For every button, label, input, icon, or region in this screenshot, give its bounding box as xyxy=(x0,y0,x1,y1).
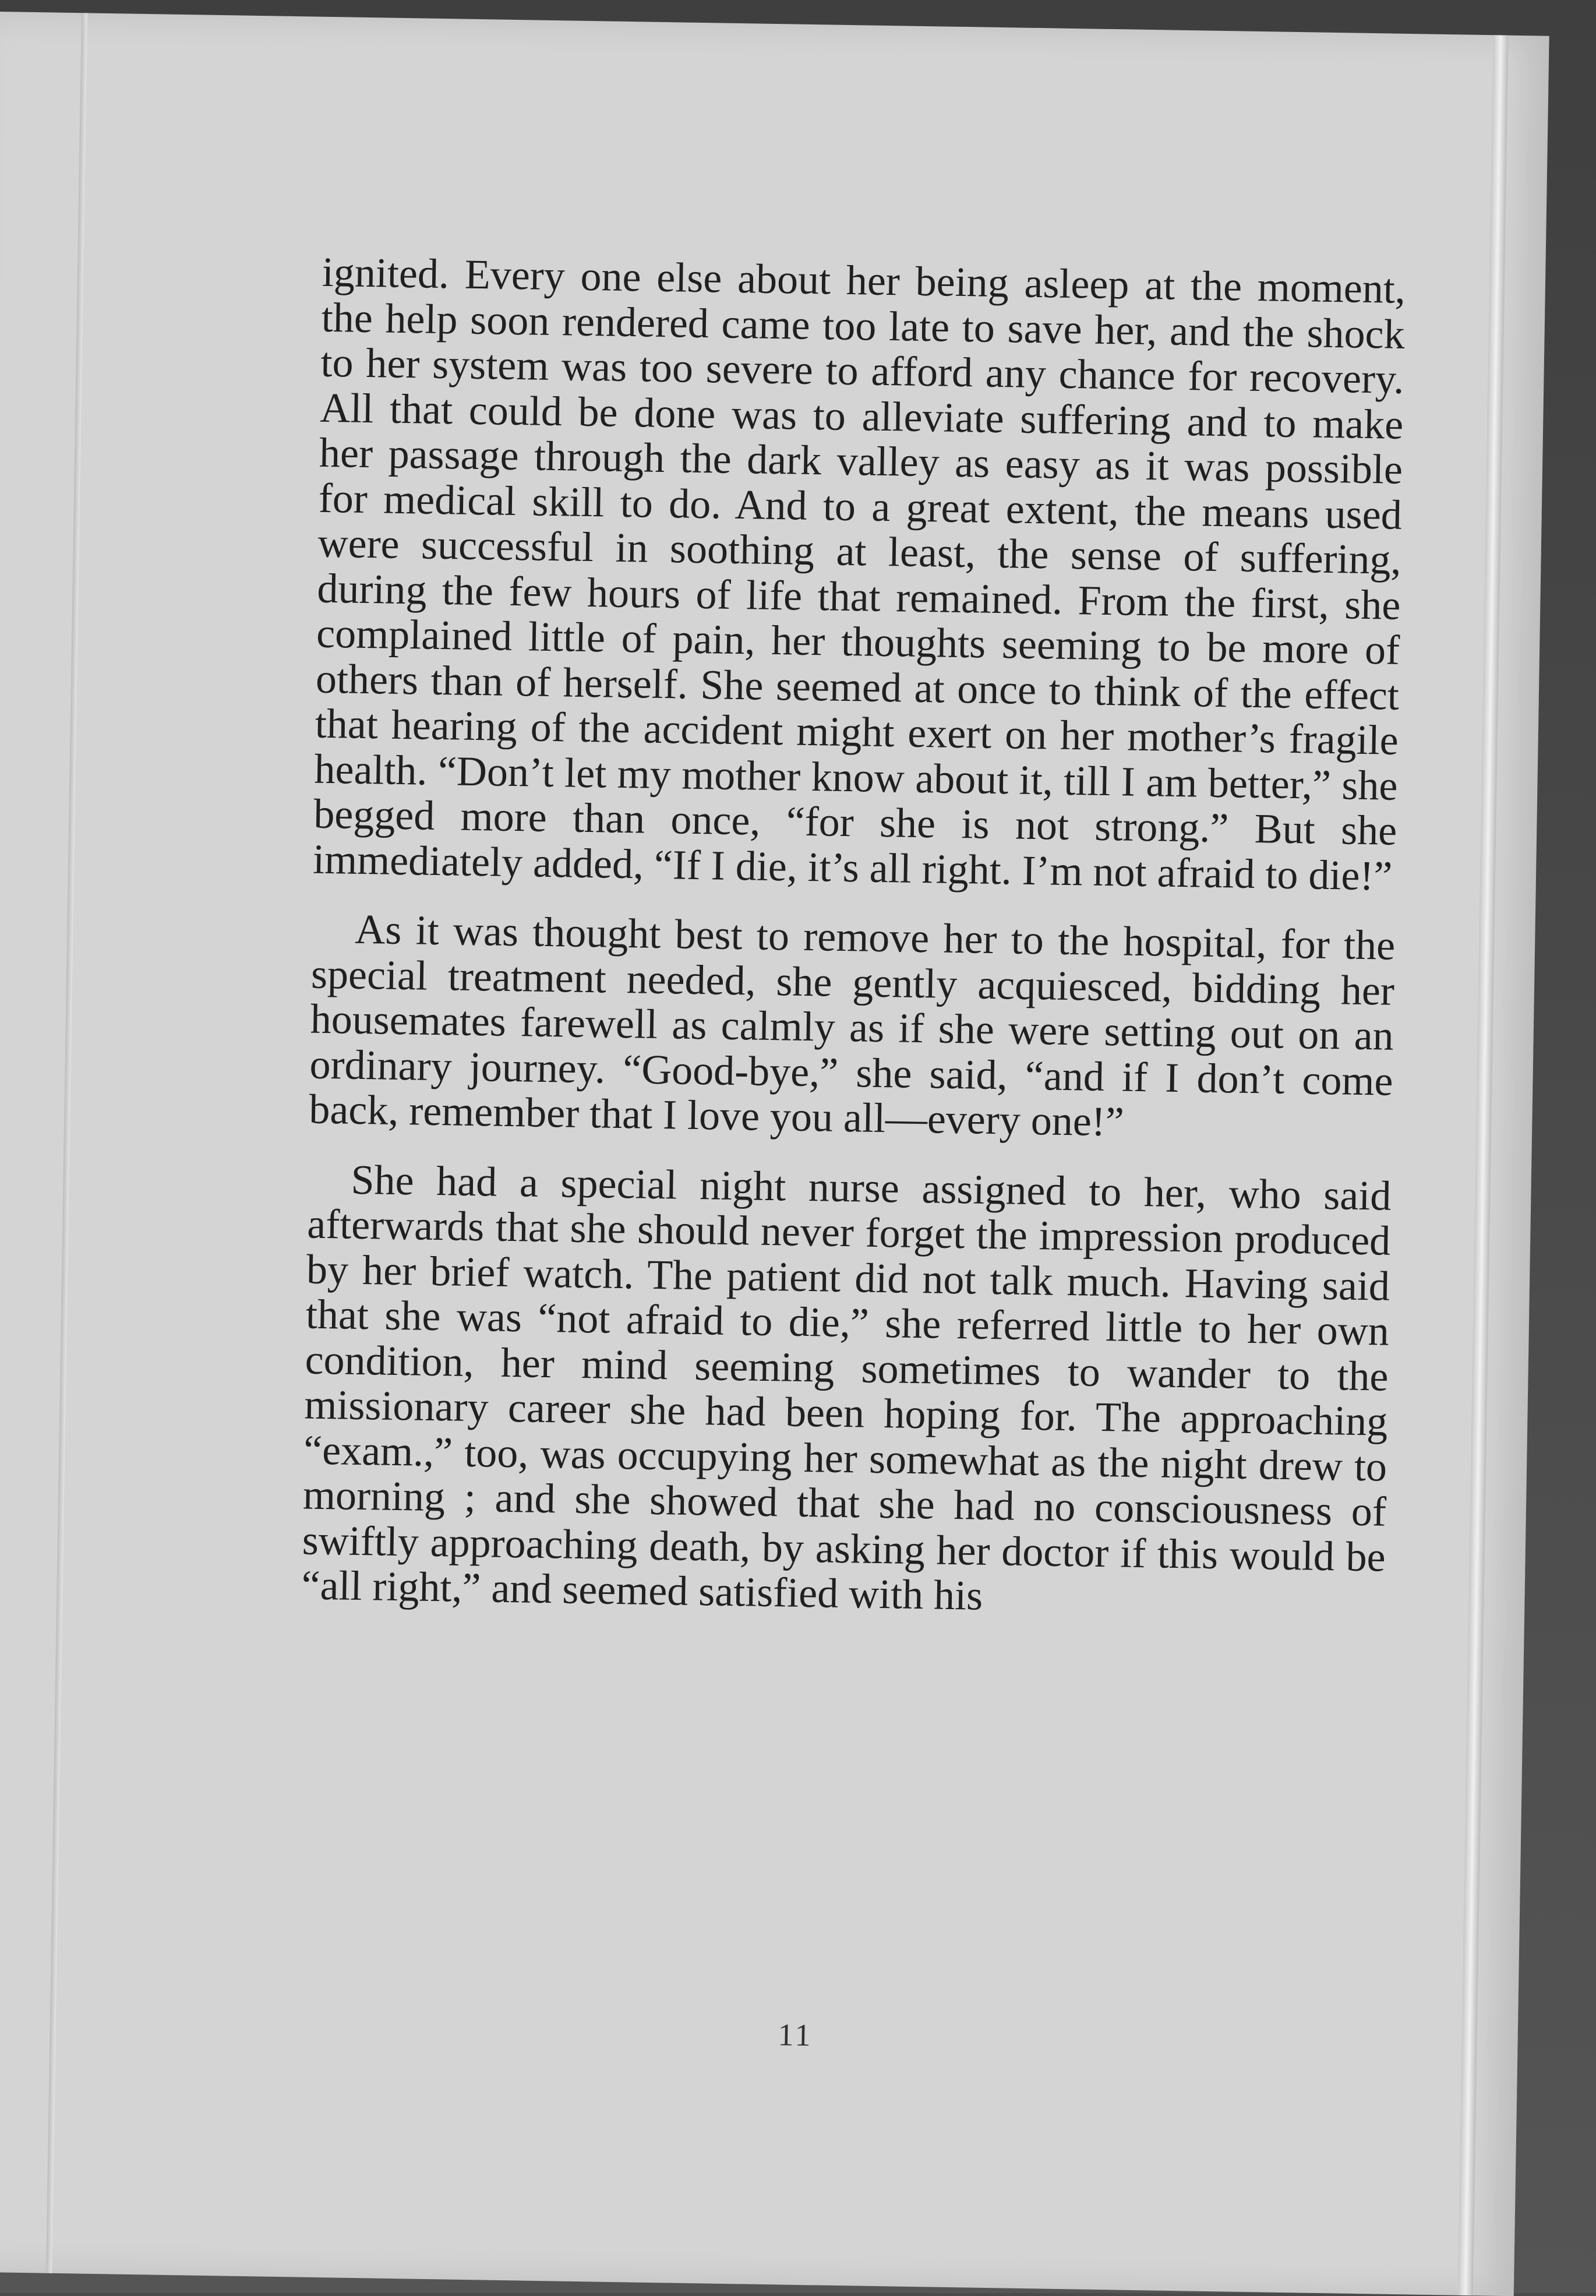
paragraph-2: As it was thought best to remove her to the hospital, for the special treatment needed, she gently acquiesced, bidding her housemates farewell as calmly as if she were setting out on an ordinary journey. “Good-bye,” she said, “and if I don’t come back, remember that I love you all—every one!” xyxy=(308,905,1396,1145)
body-text xyxy=(301,250,1406,1625)
page-edge xyxy=(1458,35,1509,2295)
book-page xyxy=(0,12,1549,2296)
page-number: 11 xyxy=(778,2017,814,2053)
paragraph-1: ignited. Every one else about her being asleep at the moment, the help soon rendered came too late to save her, and the shock to her system was too severe to afford any chance for recovery. All that could be done was to alleviate suffering and to make her passage through the dark valley as easy as it was possible for medical skill to do. And to a great extent, the means used were successful in soothing at least, the sense of suffering, during the few hours of life that remained. From the first, she complained little of pain, her thoughts seeming to be more of others than of herself. She seemed at once to think of the effect that hearing of the accident might exert on her mother’s fragile health. “Don’t let my mother know about it, till I am better,” she begged more than once, “for she is not strong.” But she immediately added, “If I die, it’s all right. I’m not afraid to die!” xyxy=(312,248,1406,900)
paragraph-3: She had a special night nurse assigned to her, who said afterwards that she should never forget the impression produced by her brief watch. The patient did not talk much. Having said that she was “not afraid to die,” she referred little to her own condition, her mind seeming sometimes to wander to the missionary career she had been hoping for. The approaching “exam.,” too, was occupying her somewhat as the night drew to morning ; and she showed that she had no consciousness of swiftly approaching death, by asking her doctor if this would be “all right,” and seemed satisfied with his xyxy=(301,1156,1392,1619)
page-gutter xyxy=(46,13,87,2273)
